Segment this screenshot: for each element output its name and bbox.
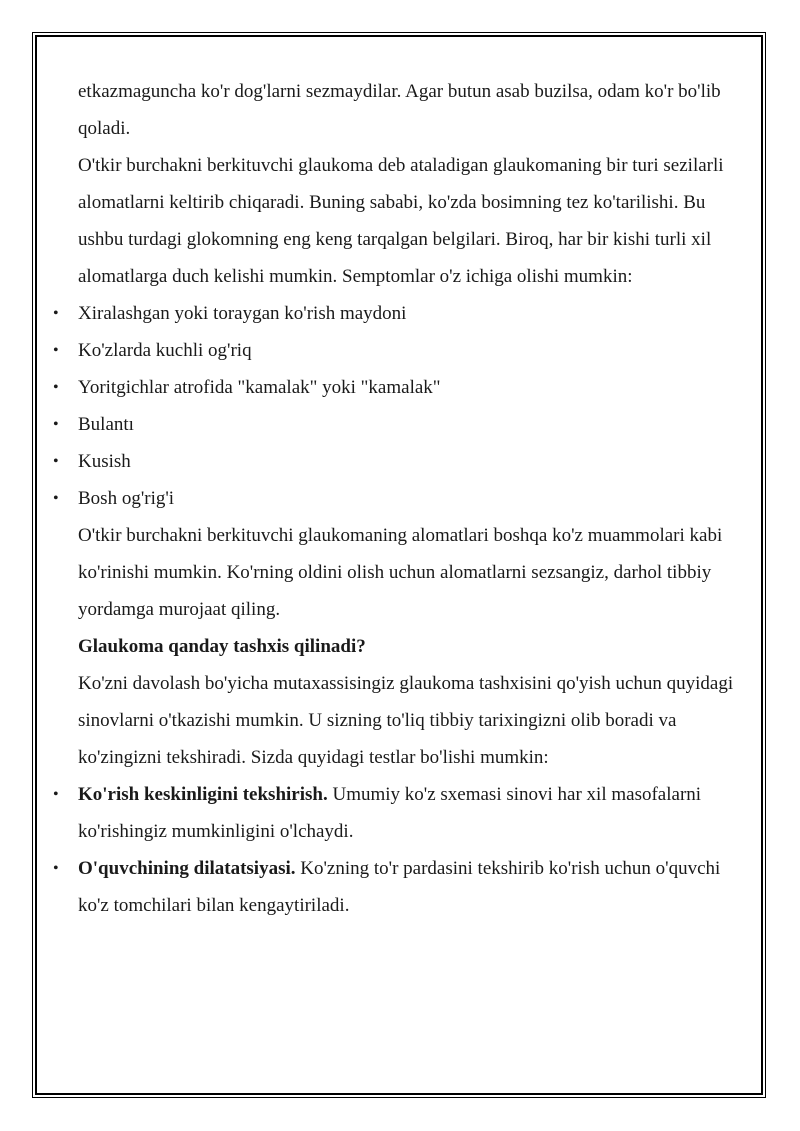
list-item (78, 776, 738, 850)
test-description: Umumiy ko'z sxemasi sinovi har xil masofalarni ko'rishingiz mumkinligini o'lchaydi. (78, 784, 702, 842)
list-item (78, 850, 738, 924)
paragraph-symptom-warning: O'tkir burchakni berkituvchi glaukomaning alomatlari boshqa ko'z muammolari kabi ko'rinishi mumkin. Ko'rning oldini olish uchun alomatlarni sezsangiz, darhol tibbiy yordamga murojaat qiling. (78, 525, 723, 620)
list-item: • Kusish (78, 443, 738, 480)
list-item: • Bulantı (78, 406, 738, 443)
symptom-list (78, 295, 738, 517)
list-item: • Xiralashgan yoki toraygan ko'rish maydoni (78, 295, 738, 332)
test-list (78, 776, 738, 924)
paragraph-diagnosis: Ko'zni davolash bo'yicha mutaxassisingiz glaukoma tashxisini qo'yish uchun quyidagi sinovlarni o'tkazishi mumkin. U sizning to'liq tibbiy tarixingizni olib boradi va ko'zingizni tekshiradi. Sizda quyidagi testlar bo'lishi mumkin: (78, 673, 734, 768)
paragraph-continuation: etkazmaguncha ko'r dog'larni sezmaydilar. Agar butun asab buzilsa, odam ko'r bo'lib qoladi. (78, 81, 721, 139)
paragraph-acute-glaucoma: O'tkir burchakni berkituvchi glaukoma deb ataladigan glaukomaning bir turi sezilarli alomatlarni keltirib chiqaradi. Buning sababi, ko'zda bosimning tez ko'tarilishi. Bu ushbu turdagi glokomning eng keng tarqalgan belgilari. Biroq, har bir kishi turli xil alomatlarga duch kelishi mumkin. Semptomlar o'z ichiga olishi mumkin: (78, 155, 724, 287)
test-description: Ko'zning to'r pardasini tekshirib ko'rish uchun o'quvchi ko'z tomchilari bilan kengaytiriladi. (78, 858, 721, 916)
document-body (78, 73, 738, 924)
test-term: Ko'rish keskinligini tekshirish. (78, 784, 328, 805)
list-item: • Bosh og'rig'i (78, 480, 738, 517)
section-heading: Glaukoma qanday tashxis qilinadi? (78, 636, 366, 657)
list-item: • Ko'zlarda kuchli og'riq (78, 332, 738, 369)
test-term: O'quvchining dilatatsiyasi. (78, 858, 296, 879)
list-item: • Yoritgichlar atrofida "kamalak" yoki "kamalak" (78, 369, 738, 406)
